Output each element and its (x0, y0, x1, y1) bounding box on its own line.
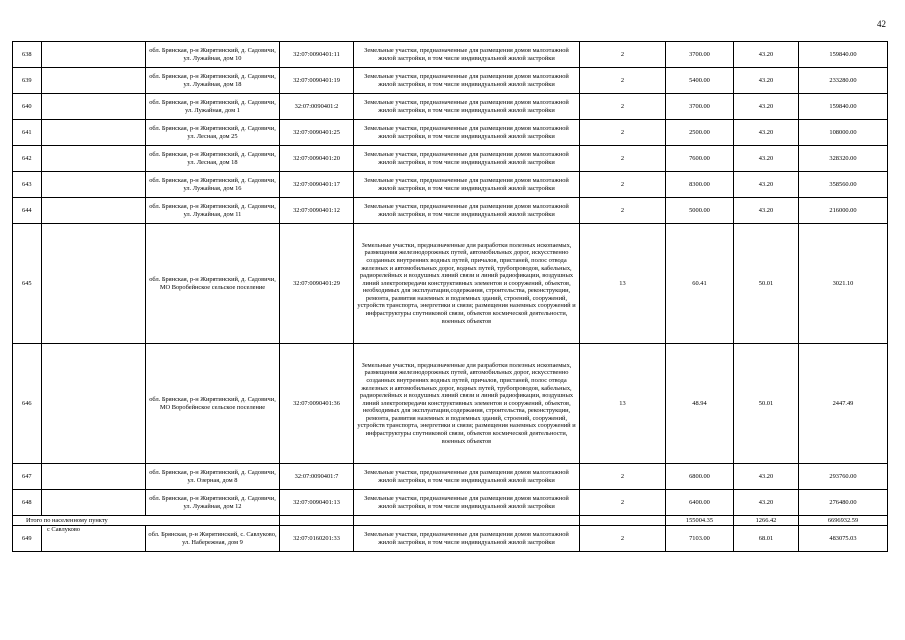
table-row (13, 94, 888, 120)
address-cell: обл. Брянская, р-н Жирятинский, с. Савлуково, ул. Набережная, дом 9 (146, 526, 280, 552)
blank-cell (42, 42, 146, 68)
table-row (13, 68, 888, 94)
value-cell: 293760.00 (799, 464, 888, 490)
group-cell: 2 (580, 94, 666, 120)
row-number: 647 (13, 464, 42, 490)
purpose-cell: Земельные участки, предназначенные для размещения домов малоэтажной жилой застройки, в том числе индивидуальной жилой застройки (354, 172, 580, 198)
rate-cell: 43.20 (734, 490, 799, 516)
group-cell: 13 (580, 344, 666, 464)
group-cell: 2 (580, 490, 666, 516)
area-cell: 5000.00 (666, 198, 734, 224)
area-cell: 3700.00 (666, 42, 734, 68)
cadastral-number-cell: 32:07:0090401:20 (280, 146, 354, 172)
blank-cell (42, 344, 146, 464)
value-cell: 483075.03 (799, 526, 888, 552)
purpose-cell: Земельные участки, предназначенные для размещения домов малоэтажной жилой застройки, в том числе индивидуальной жилой застройки (354, 198, 580, 224)
area-cell: 3700.00 (666, 94, 734, 120)
value-cell: 159840.00 (799, 42, 888, 68)
group-cell: 2 (580, 120, 666, 146)
area-cell: 7103.00 (666, 526, 734, 552)
group-cell: 2 (580, 68, 666, 94)
area-cell: 6800.00 (666, 464, 734, 490)
value-cell: 276480.00 (799, 490, 888, 516)
table-row (13, 42, 888, 68)
table-row (13, 224, 888, 344)
row-number: 638 (13, 42, 42, 68)
value-cell: 328320.00 (799, 146, 888, 172)
blank-cell (280, 516, 354, 526)
table-row (13, 172, 888, 198)
group-cell: 2 (580, 526, 666, 552)
blank-cell (42, 464, 146, 490)
purpose-cell: Земельные участки, предназначенные для разработки полезных ископаемых, размещения железнодорожных путей, автомобильных дорог, искусственно созданных внутренних водных путей, причалов, пристаней, полос отвода железных и автомобильных дорог, водных путей, трубопроводов, кабельных, радиорелейных и воздушных линий связи и линий радиофикации, воздушных линий электропередачи конструктивных элементов и сооружений, объектов, необходимых для эксплуатации,содержания, строительства, реконструкции, ремонта, развития наземных и подземных зданий, строений, сооружений, устройств транспорта, энергетики и связи; размещения наземных сооружений и инфраструктуры спутниковой связи, объектов космической деятельности, военных объектов (354, 344, 580, 464)
cadastral-number-cell: 32:07:0090401:25 (280, 120, 354, 146)
value-cell: 233280.00 (799, 68, 888, 94)
cadastral-number-cell: 32:07:0090401:17 (280, 172, 354, 198)
area-cell: 5400.00 (666, 68, 734, 94)
rate-cell: 43.20 (734, 146, 799, 172)
address-cell: обл. Брянская, р-н Жирятинский, д. Садовичи, ул. Лужайная, дом 1 (146, 94, 280, 120)
row-number: 640 (13, 94, 42, 120)
rate-cell: 43.20 (734, 42, 799, 68)
table-row (13, 198, 888, 224)
cadastral-number-cell: 32:07:0160201:33 (280, 526, 354, 552)
table-row (13, 490, 888, 516)
rate-cell: 43.20 (734, 120, 799, 146)
table-row (13, 464, 888, 490)
address-cell: обл. Брянская, р-н Жирятинский, д. Садовичи, МО Воробейнское сельское поселение (146, 224, 280, 344)
row-number: 648 (13, 490, 42, 516)
area-cell: 2500.00 (666, 120, 734, 146)
group-cell: 2 (580, 198, 666, 224)
cadastral-number-cell: 32:07:0090401:7 (280, 464, 354, 490)
blank-cell (354, 516, 580, 526)
area-cell: 6400.00 (666, 490, 734, 516)
row-number: 649 (13, 526, 42, 552)
address-cell: обл. Брянская, р-н Жирятинский, д. Садовичи, ул. Лужайная, дом 11 (146, 198, 280, 224)
value-cell: 2447.49 (799, 344, 888, 464)
value-cell: 108000.00 (799, 120, 888, 146)
group-cell: 2 (580, 146, 666, 172)
row-number: 644 (13, 198, 42, 224)
rate-cell: 43.20 (734, 172, 799, 198)
cadastral-number-cell: 32:07:0090401:13 (280, 490, 354, 516)
row-number: 643 (13, 172, 42, 198)
rate-cell: 68.01 (734, 526, 799, 552)
address-cell: обл. Брянская, р-н Жирятинский, д. Садовичи, МО Воробейнское сельское поселение (146, 344, 280, 464)
blank-cell (42, 120, 146, 146)
blank-cell (42, 490, 146, 516)
blank-cell (42, 68, 146, 94)
purpose-cell: Земельные участки, предназначенные для размещения домов малоэтажной жилой застройки, в том числе индивидуальной жилой застройки (354, 94, 580, 120)
cadastral-number-cell: 32:07:0090401:29 (280, 224, 354, 344)
table-row (13, 146, 888, 172)
cadastral-number-cell: 32:07:0090401:11 (280, 42, 354, 68)
row-number: 646 (13, 344, 42, 464)
table-row (13, 526, 888, 552)
row-number: 639 (13, 68, 42, 94)
rate-cell: 43.20 (734, 68, 799, 94)
group-cell: 2 (580, 464, 666, 490)
purpose-cell: Земельные участки, предназначенные для разработки полезных ископаемых, размещения железнодорожных путей, автомобильных дорог, искусственно созданных внутренних водных путей, причалов, пристаней, полос отвода железных и автомобильных дорог, водных путей, трубопроводов, кабельных, радиорелейных и воздушных линий связи и линий радиофикации, воздушных линий электропередачи конструктивных элементов и сооружений, объектов, необходимых для эксплуатации,содержания, строительства, реконструкции, ремонта, развития наземных и подземных зданий, строений, сооружений, устройств транспорта, энергетики и связи; размещения наземных сооружений и инфраструктуры спутниковой связи, объектов космической деятельности, военных объектов (354, 224, 580, 344)
purpose-cell: Земельные участки, предназначенные для размещения домов малоэтажной жилой застройки, в том числе индивидуальной жилой застройки (354, 490, 580, 516)
subtotal-area: 155004.35 (666, 516, 734, 526)
area-cell: 8300.00 (666, 172, 734, 198)
cadastral-number-cell: 32:07:0090401:12 (280, 198, 354, 224)
table-row (13, 120, 888, 146)
address-cell: обл. Брянская, р-н Жирятинский, д. Садовичи, ул. Лесная, дом 18 (146, 146, 280, 172)
blank-cell (42, 224, 146, 344)
subtotal-label: Итого по населенному пункту (13, 516, 280, 526)
blank-cell (42, 146, 146, 172)
group-cell: 13 (580, 224, 666, 344)
purpose-cell: Земельные участки, предназначенные для размещения домов малоэтажной жилой застройки, в том числе индивидуальной жилой застройки (354, 68, 580, 94)
address-cell: обл. Брянская, р-н Жирятинский, д. Садовичи, ул. Озерная, дом 8 (146, 464, 280, 490)
value-cell: 216000.00 (799, 198, 888, 224)
area-cell: 7600.00 (666, 146, 734, 172)
subtotal-value: 6696932.59 (799, 516, 888, 526)
area-cell: 48.94 (666, 344, 734, 464)
address-cell: обл. Брянская, р-н Жирятинский, д. Садовичи, ул. Лужайная, дом 12 (146, 490, 280, 516)
area-cell: 60.41 (666, 224, 734, 344)
address-cell: обл. Брянская, р-н Жирятинский, д. Садовичи, ул. Лужайная, дом 16 (146, 172, 280, 198)
page-number: 42 (877, 19, 886, 29)
table-row (13, 344, 888, 464)
address-cell: обл. Брянская, р-н Жирятинский, д. Садовичи, ул. Лесная, дом 25 (146, 120, 280, 146)
blank-cell (42, 94, 146, 120)
purpose-cell: Земельные участки, предназначенные для размещения домов малоэтажной жилой застройки, в том числе индивидуальной жилой застройки (354, 146, 580, 172)
cadastral-value-table (12, 41, 888, 552)
row-number: 645 (13, 224, 42, 344)
address-cell: обл. Брянская, р-н Жирятинский, д. Садовичи, ул. Лужайная, дом 10 (146, 42, 280, 68)
value-cell: 3021.10 (799, 224, 888, 344)
settlement-name: с Савлуково (42, 526, 146, 552)
rate-cell: 50.01 (734, 344, 799, 464)
blank-cell (580, 516, 666, 526)
purpose-cell: Земельные участки, предназначенные для размещения домов малоэтажной жилой застройки, в том числе индивидуальной жилой застройки (354, 464, 580, 490)
cadastral-number-cell: 32:07:0090401:2 (280, 94, 354, 120)
rate-cell: 43.20 (734, 94, 799, 120)
value-cell: 358560.00 (799, 172, 888, 198)
purpose-cell: Земельные участки, предназначенные для размещения домов малоэтажной жилой застройки, в том числе индивидуальной жилой застройки (354, 120, 580, 146)
value-cell: 159840.00 (799, 94, 888, 120)
subtotal-row (13, 516, 888, 526)
purpose-cell: Земельные участки, предназначенные для размещения домов малоэтажной жилой застройки, в том числе индивидуальной жилой застройки (354, 526, 580, 552)
rate-cell: 43.20 (734, 198, 799, 224)
cadastral-number-cell: 32:07:0090401:19 (280, 68, 354, 94)
row-number: 641 (13, 120, 42, 146)
cadastral-number-cell: 32:07:0090401:36 (280, 344, 354, 464)
address-cell: обл. Брянская, р-н Жирятинский, д. Садовичи, ул. Лужайная, дом 18 (146, 68, 280, 94)
blank-cell (42, 198, 146, 224)
rate-cell: 43.20 (734, 464, 799, 490)
row-number: 642 (13, 146, 42, 172)
group-cell: 2 (580, 42, 666, 68)
group-cell: 2 (580, 172, 666, 198)
blank-cell (42, 172, 146, 198)
rate-cell: 50.01 (734, 224, 799, 344)
subtotal-rate: 1266.42 (734, 516, 799, 526)
purpose-cell: Земельные участки, предназначенные для размещения домов малоэтажной жилой застройки, в том числе индивидуальной жилой застройки (354, 42, 580, 68)
